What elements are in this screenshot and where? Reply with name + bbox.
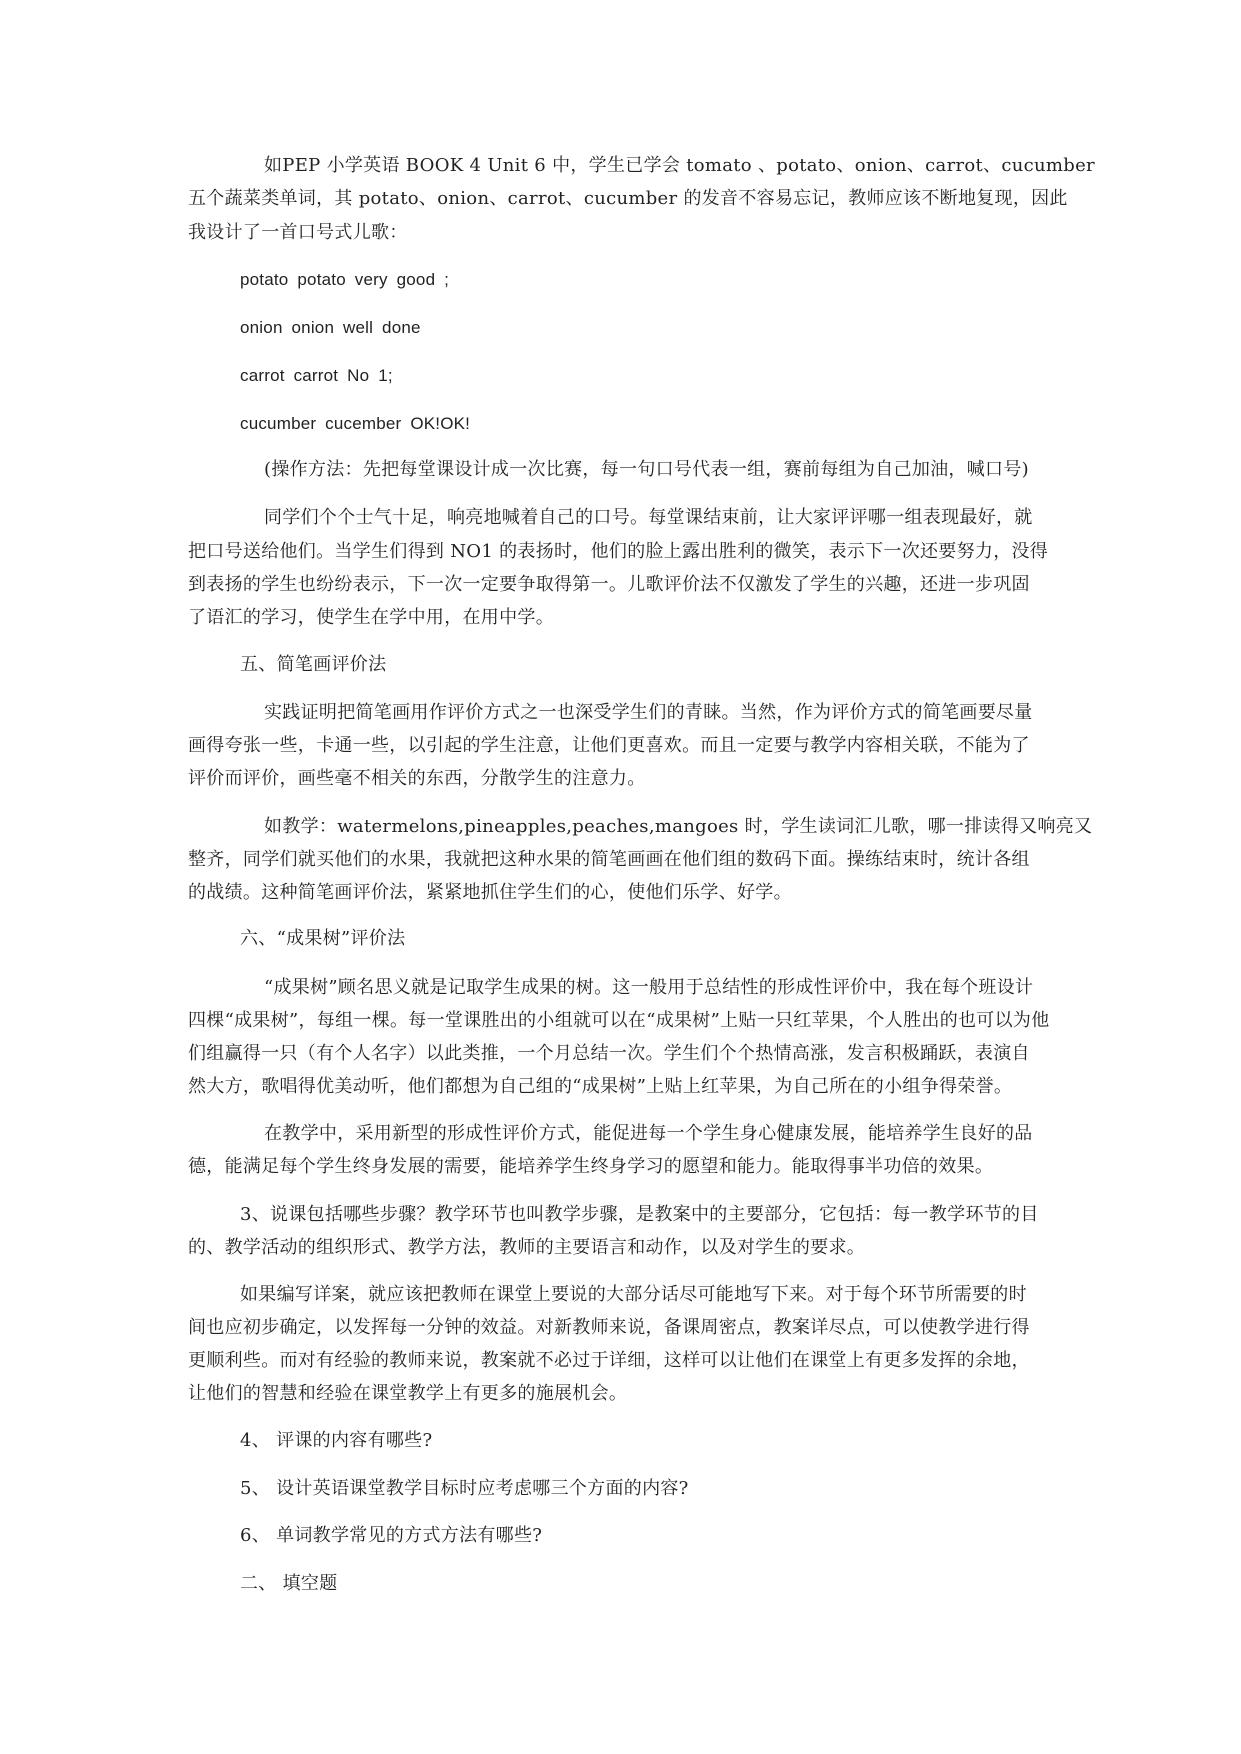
- detail-line-3: 更顺利些。而对有经验的教师来说，教案就不必过于详细，这样可以让他们在课堂上有更多发挥的余地，: [188, 1350, 1030, 1371]
- intro-line-3: 我设计了一首口号式儿歌：: [188, 222, 408, 243]
- slogan-line-1: 同学们个个士气十足，响亮地喊着自己的口号。每堂课结束前，让大家评评哪一组表现最好，就: [264, 507, 1033, 528]
- sketch-line-1: 实践证明把简笔画用作评价方式之一也深受学生们的青睐。当然，作为评价方式的简笔画要尽量: [264, 702, 1033, 723]
- intro-line-2: 五个蔬菜类单词，其 potato、onion、carrot、cucumber 的发音不容易忘记，教师应该不断地复现，因此: [188, 188, 1068, 209]
- question-5: 5、 设计英语课堂教学目标时应考虑哪三个方面的内容?: [240, 1478, 689, 1499]
- chant-line-3: carrot carrot No 1;: [240, 366, 393, 385]
- chant-line-1: potato potato very good ;: [240, 270, 450, 289]
- detail-line-4: 让他们的智慧和经验在课堂教学上有更多的施展机会。: [188, 1383, 628, 1404]
- q3-line-2: 的、教学活动的组织形式、教学方法，教师的主要语言和动作，以及对学生的要求。: [188, 1237, 866, 1258]
- method-note: (操作方法：先把每堂课设计成一次比赛，每一句口号代表一组，赛前每组为自己加油，喊口号): [264, 459, 1029, 480]
- chant-line-2: onion onion well done: [240, 318, 421, 337]
- slogan-line-4: 了语汇的学习，使学生在学中用，在用中学。: [188, 607, 554, 628]
- intro-line-1: 如PEP 小学英语 BOOK 4 Unit 6 中，学生已学会 tomato 、potato、onion、carrot、cucumber: [264, 155, 1095, 176]
- sketch-line-3: 评价而评价，画些毫不相关的东西，分散学生的注意力。: [188, 768, 646, 789]
- section-heading-fill-blank: 二、 填空题: [240, 1573, 338, 1594]
- detail-line-2: 间也应初步确定，以发挥每一分钟的效益。对新教师来说，备课周密点，教案详尽点，可以使教学进行得: [188, 1317, 1030, 1338]
- fruit-line-2: 整齐，同学们就买他们的水果，我就把这种水果的简笔画画在他们组的数码下面。操练结束时，统计各组: [188, 849, 1030, 870]
- detail-line-1: 如果编写详案，就应该把教师在课堂上要说的大部分话尽可能地写下来。对于每个环节所需要的时: [240, 1284, 1027, 1305]
- slogan-line-3: 到表扬的学生也纷纷表示，下一次一定要争取得第一。儿歌评价法不仅激发了学生的兴趣，还进一步巩固: [188, 574, 1030, 595]
- section-heading-6: 六、“成果树”评价法: [240, 928, 406, 949]
- slogan-line-2: 把口号送给他们。当学生们得到 NO1 的表扬时，他们的脸上露出胜利的微笑，表示下一次还要努力，没得: [188, 541, 1049, 562]
- tree-line-3: 们组赢得一只（有个人名字）以此类推，一个月总结一次。学生们个个热情高涨，发言积极踊跃，表演自: [188, 1043, 1030, 1064]
- sketch-line-2: 画得夸张一些，卡通一些，以引起的学生注意，让他们更喜欢。而且一定要与教学内容相关联，不能为了: [188, 735, 1030, 756]
- question-6: 6、 单词教学常见的方式方法有哪些?: [240, 1525, 543, 1546]
- tree-line-2: 四棵“成果树”，每组一棵。每一堂课胜出的小组就可以在“成果树”上贴一只红苹果，个人胜出的也可以为他: [188, 1010, 1050, 1031]
- tree-line-4: 然大方，歌唱得优美动听，他们都想为自己组的“成果树”上贴上红苹果，为自己所在的小组争得荣誉。: [188, 1076, 1013, 1097]
- fruit-line-3: 的战绩。这种简笔画评价法，紧紧地抓住学生们的心，使他们乐学、好学。: [188, 882, 792, 903]
- chant-line-4: cucumber cucember OK!OK!: [240, 414, 471, 433]
- q3-line-1: 3、说课包括哪些步骤？教学环节也叫教学步骤，是教案中的主要部分，它包括：每一教学环节的目: [240, 1204, 1039, 1225]
- tree-line-1: “成果树”顾名思义就是记取学生成果的树。这一般用于总结性的形成性评价中，我在每个班设计: [264, 977, 1034, 998]
- fruit-line-1: 如教学：watermelons,pineapples,peaches,mangoes 时，学生读词汇儿歌，哪一排读得又响亮又: [264, 816, 1093, 837]
- section-heading-5: 五、简笔画评价法: [240, 654, 387, 675]
- summary-line-1: 在教学中，采用新型的形成性评价方式，能促进每一个学生身心健康发展，能培养学生良好的品: [264, 1123, 1033, 1144]
- question-4: 4、 评课的内容有哪些?: [240, 1430, 433, 1451]
- summary-line-2: 德，能满足每个学生终身发展的需要，能培养学生终身学习的愿望和能力。能取得事半功倍的效果。: [188, 1156, 994, 1177]
